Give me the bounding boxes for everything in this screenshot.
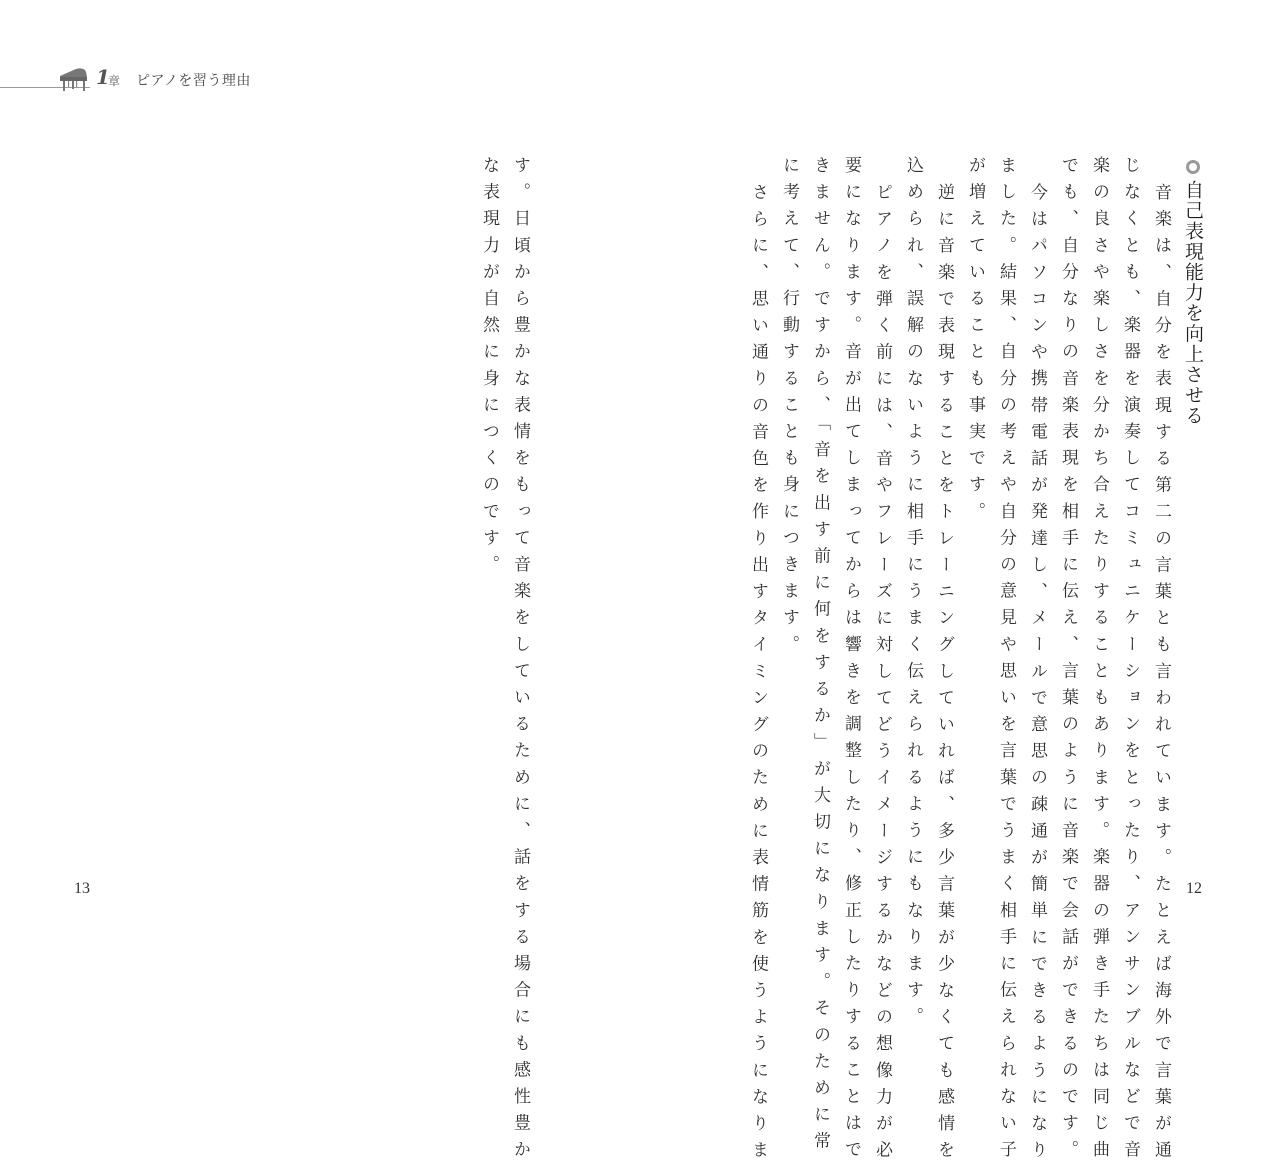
body-column: 今はパソコンや携帯電話が発達し、メールで意思の疎通が簡単にできるようになり	[1027, 183, 1047, 1167]
section-heading: 自己表現能力を向上させる	[1182, 180, 1204, 426]
body-column: きません。ですから、「音を出す前に何をするか」が大切になります。そのために常	[810, 156, 830, 1159]
body-column: 要になります。音が出てしまってからは響きを調整したり、修正したりすることはで	[841, 156, 861, 1167]
page-number-right: 12	[1186, 880, 1202, 897]
hollow-circle-icon	[1186, 160, 1200, 174]
body-column: な表現力が自然に身につくのです。	[479, 156, 499, 582]
body-column: さらに、思い通りの音色を作り出すタイミングのために表情筋を使うようになりま	[748, 183, 768, 1167]
body-column: す。日頃から豊かな表情をもって音楽をしているために、話をする場合にも感性豊か	[510, 156, 530, 1167]
body-column: でも、自分なりの音楽表現を相手に伝え、言葉のように音楽で会話ができるのです。	[1058, 156, 1078, 1167]
chapter-suffix: 章	[108, 74, 121, 88]
body-column: が増えていることも事実です。	[965, 156, 985, 529]
body-column: 逆に音楽で表現することをトレーニングしていれば、多少言葉が少なくても感情を	[934, 183, 954, 1167]
body-column: じなくとも、楽器を演奏してコミュニケーションをとったり、アンサンブルなどで音	[1120, 156, 1140, 1167]
page-number-left: 13	[74, 880, 90, 897]
grand-piano-icon	[56, 66, 90, 92]
running-header	[0, 62, 260, 92]
chapter-title: ピアノを習う理由	[136, 73, 251, 89]
body-column: に考えて、行動することも身につきます。	[779, 156, 799, 662]
body-column: 楽の良さや楽しさを分かち合えたりすることもあります。楽器の弾き手たちは同じ曲	[1089, 156, 1109, 1167]
body-column: ました。結果、自分の考えや自分の意見や思いを言葉でうまく相手に伝えられない子	[996, 156, 1016, 1167]
body-column: 音楽は、自分を表現する第二の言葉とも言われています。たとえば海外で言葉が通	[1151, 183, 1171, 1167]
body-column: ピアノを弾く前には、音やフレーズに対してどうイメージするかなどの想像力が必	[872, 183, 892, 1167]
body-column: 込められ、誤解のないように相手にうまく伝えられるようにもなります。	[903, 156, 923, 1034]
chapter-number: 1	[96, 65, 110, 89]
